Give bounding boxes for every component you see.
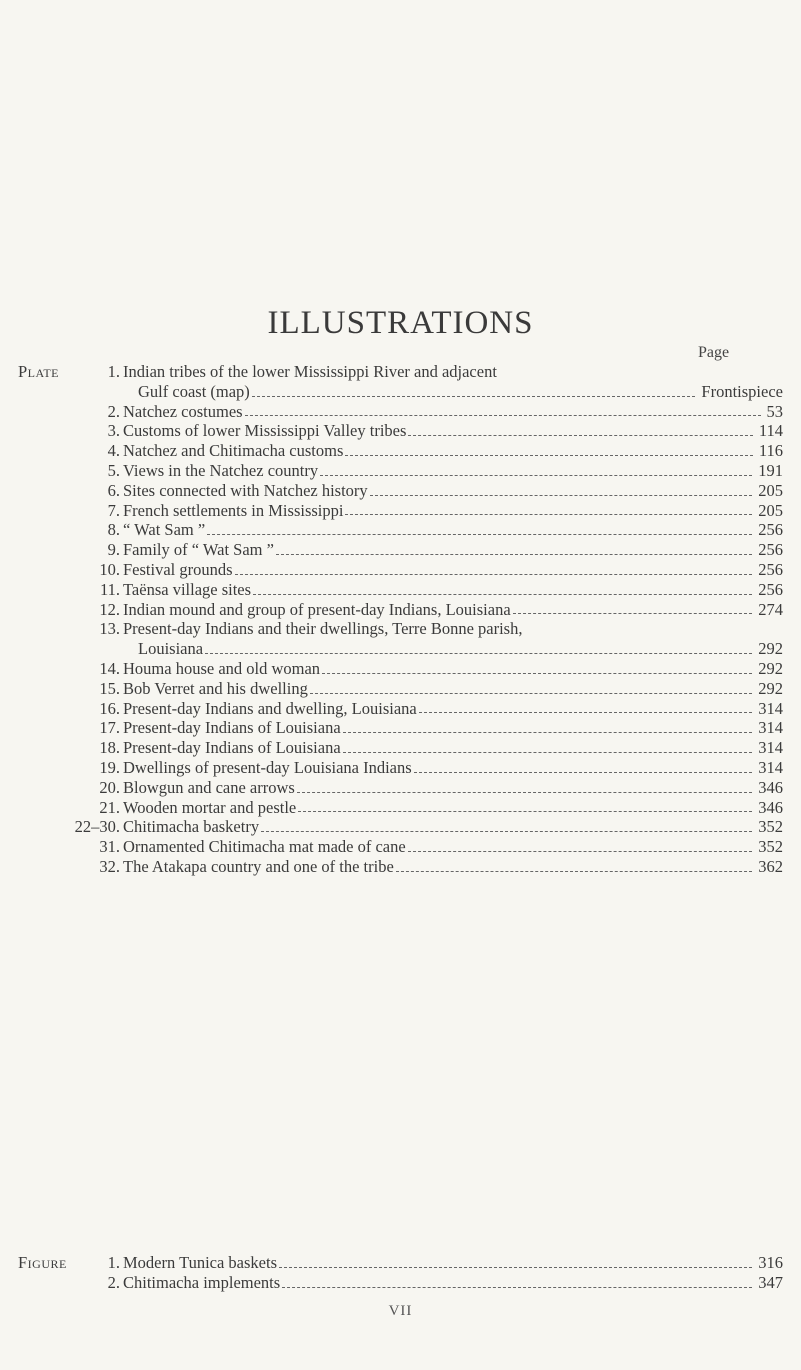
entry-page: 256	[758, 579, 783, 599]
toc-entry	[18, 560, 783, 580]
toc-entry	[18, 659, 783, 679]
entry-number: 1.	[107, 1253, 120, 1272]
entry-number: 22–30.	[74, 817, 120, 837]
entry-title-wrap	[123, 560, 783, 580]
entry-number: 3.	[107, 421, 120, 441]
entry-title: Natchez and Chitimacha customs	[123, 441, 344, 461]
entry-title-wrap	[138, 382, 783, 402]
toc-entry	[18, 798, 783, 818]
entry-page: 292	[758, 658, 783, 678]
entry-title-wrap	[123, 837, 783, 857]
leader-dots	[207, 533, 752, 535]
toc-entry	[18, 481, 783, 501]
entry-title: Houma house and old woman	[123, 658, 321, 678]
toc-entry	[18, 520, 783, 540]
leader-dots	[279, 1266, 752, 1268]
entry-title: Chitimacha implements	[123, 1272, 281, 1292]
entry-number: 20.	[99, 777, 120, 797]
entry-title: Gulf coast (map)	[138, 381, 250, 401]
toc-entry	[18, 817, 783, 837]
toc-entry	[18, 382, 783, 402]
leader-dots	[345, 454, 752, 456]
toc-entry	[18, 699, 783, 719]
leader-dots	[345, 513, 752, 515]
entry-title-wrap	[123, 857, 783, 877]
entry-page: 114	[758, 421, 783, 441]
entry-page: 274	[758, 599, 783, 619]
entry-page: 362	[758, 856, 783, 876]
toc-entry	[18, 679, 783, 699]
entry-page: 256	[758, 559, 783, 579]
entry-title: Present-day Indians of Louisiana	[123, 738, 341, 758]
entry-page: 347	[758, 1272, 783, 1292]
entry-title: Customs of lower Mississippi Valley tribes	[123, 421, 407, 441]
entry-number: 31.	[99, 837, 120, 857]
leader-dots	[343, 751, 753, 753]
entry-title: Sites connected with Natchez history	[123, 480, 368, 500]
leader-dots	[205, 652, 752, 654]
leader-dots	[253, 593, 752, 595]
entry-number: 12.	[99, 599, 120, 619]
entry-title: Views in the Natchez country	[123, 460, 319, 480]
entry-number: 19.	[99, 757, 120, 777]
entry-page: 346	[758, 777, 783, 797]
leader-dots	[235, 573, 753, 575]
entry-title-wrap	[123, 699, 783, 719]
entry-number: 16.	[99, 698, 120, 718]
entry-page: 352	[758, 837, 783, 857]
page-column-header: Page	[698, 344, 730, 361]
entry-title-wrap	[123, 817, 783, 837]
entry-title-wrap	[123, 540, 783, 560]
entry-title-wrap	[138, 639, 783, 659]
entry-title: Indian tribes of the lower Mississippi River and adjacent	[123, 362, 497, 381]
entry-number: 17.	[99, 718, 120, 738]
leader-dots	[252, 395, 696, 397]
toc-entry	[18, 1253, 783, 1273]
leader-dots	[297, 791, 752, 793]
leader-dots	[320, 474, 752, 476]
entry-number: 5.	[107, 460, 120, 480]
leader-dots	[370, 494, 753, 496]
leader-dots	[276, 553, 752, 555]
leader-dots	[513, 612, 753, 614]
entry-title-wrap	[123, 362, 783, 382]
toc-entry	[18, 501, 783, 521]
entry-page: 352	[758, 817, 783, 837]
entry-title: Dwellings of present-day Louisiana Indians	[123, 757, 412, 777]
entry-title: “ Wat Sam ”	[123, 520, 206, 540]
entry-page: 205	[758, 480, 783, 500]
entry-title-wrap	[123, 481, 783, 501]
entry-number: 11.	[99, 579, 120, 599]
entry-title-wrap	[123, 718, 783, 738]
entry-title: Bob Verret and his dwelling	[123, 678, 308, 698]
entry-title: Indian mound and group of present-day Indians, Louisiana	[123, 599, 511, 619]
entry-number: 14.	[99, 658, 120, 678]
entry-title-wrap	[123, 461, 783, 481]
toc-entry	[18, 738, 783, 758]
leader-dots	[298, 810, 752, 812]
entry-number: 32.	[99, 856, 120, 876]
toc-entry-line	[18, 362, 783, 382]
leader-dots	[322, 672, 752, 674]
entry-title: Present-day Indians and their dwellings, Terre Bonne parish,	[123, 619, 523, 639]
entry-title-wrap	[123, 778, 783, 798]
entry-title: Louisiana	[138, 639, 204, 659]
entry-number: 21.	[99, 797, 120, 817]
entry-title-wrap	[123, 758, 783, 778]
entry-title-wrap	[123, 619, 783, 639]
entry-page: 314	[758, 698, 783, 718]
entry-title: Wooden mortar and pestle	[123, 797, 297, 817]
entry-title-wrap	[123, 1273, 783, 1293]
entry-number: 1.	[107, 362, 120, 381]
toc-entry	[18, 461, 783, 481]
entry-page: 314	[758, 718, 783, 738]
entry-title: Natchez costumes	[123, 401, 243, 421]
entry-title-wrap	[123, 501, 783, 521]
entry-title-wrap	[123, 580, 783, 600]
entry-page: 292	[758, 678, 783, 698]
entry-title-wrap	[123, 1253, 783, 1273]
leader-dots	[419, 711, 753, 713]
entry-page: 314	[758, 738, 783, 758]
entry-title: Blowgun and cane arrows	[123, 777, 295, 797]
entry-number: 4.	[107, 441, 120, 461]
entry-page: 116	[758, 441, 783, 461]
entry-page: 346	[758, 797, 783, 817]
entry-number: 9.	[107, 540, 120, 560]
entry-page: 191	[758, 460, 783, 480]
toc-entry	[18, 421, 783, 441]
leader-dots	[343, 731, 753, 733]
leader-dots	[414, 771, 753, 773]
figures-list	[18, 1253, 783, 1293]
entry-number: 10.	[99, 559, 120, 579]
entry-title: Present-day Indians and dwelling, Louisiana	[123, 698, 417, 718]
entry-title: Chitimacha basketry	[123, 817, 260, 837]
entry-title: Family of “ Wat Sam ”	[123, 540, 274, 560]
toc-entry	[18, 600, 783, 620]
leader-dots	[408, 850, 753, 852]
entry-title: Modern Tunica baskets	[123, 1253, 277, 1272]
toc-entry	[18, 580, 783, 600]
entry-page: 256	[758, 520, 783, 540]
entry-title: Present-day Indians of Louisiana	[123, 718, 341, 738]
leader-dots	[310, 692, 752, 694]
entry-title-wrap	[123, 520, 783, 540]
entry-title-wrap	[123, 402, 783, 422]
entry-page: 256	[758, 540, 783, 560]
entry-title-wrap	[123, 421, 783, 441]
page-title: ILLUSTRATIONS	[267, 305, 534, 341]
toc-entry	[18, 639, 783, 659]
leader-dots	[282, 1286, 752, 1288]
entry-title-wrap	[123, 659, 783, 679]
entry-title-wrap	[123, 600, 783, 620]
leader-dots	[396, 870, 752, 872]
entry-number: 2.	[107, 401, 120, 421]
entry-number: 8.	[107, 520, 120, 540]
entry-page: 53	[766, 401, 783, 421]
entry-page: 314	[758, 757, 783, 777]
toc-entry-line	[18, 619, 783, 639]
entry-title-wrap	[123, 679, 783, 699]
entry-page: 205	[758, 500, 783, 520]
entry-title-wrap	[123, 738, 783, 758]
leader-dots	[261, 830, 752, 832]
toc-entry	[18, 857, 783, 877]
toc-entry	[18, 778, 783, 798]
entry-title: Festival grounds	[123, 559, 233, 579]
section-label: Plate	[18, 362, 60, 381]
entry-page: Frontispiece	[701, 381, 783, 401]
toc-entry	[18, 837, 783, 857]
toc-entry	[18, 540, 783, 560]
entry-page: 292	[758, 639, 783, 659]
entry-number: 7.	[107, 500, 120, 520]
entry-page: 316	[758, 1253, 783, 1272]
leader-dots	[408, 434, 752, 436]
toc-entry	[18, 1273, 783, 1293]
entry-title: Taënsa village sites	[123, 579, 252, 599]
entry-number: 15.	[99, 678, 120, 698]
entry-title: French settlements in Mississippi	[123, 500, 344, 520]
entry-title: Ornamented Chitimacha mat made of cane	[123, 837, 406, 857]
leader-dots	[245, 414, 761, 416]
section-label: Figure	[18, 1253, 67, 1272]
entry-title-wrap	[123, 798, 783, 818]
entry-title: The Atakapa country and one of the tribe	[123, 856, 394, 876]
page-folio: VII	[388, 1303, 413, 1319]
entry-title-wrap	[123, 441, 783, 461]
toc-entry	[18, 402, 783, 422]
toc-entry	[18, 758, 783, 778]
toc-entry	[18, 441, 783, 461]
entry-number: 13.	[99, 619, 120, 639]
entry-number: 18.	[99, 738, 120, 758]
entry-number: 6.	[107, 480, 120, 500]
plates-list	[18, 362, 783, 877]
toc-entry	[18, 718, 783, 738]
entry-number: 2.	[107, 1272, 120, 1292]
